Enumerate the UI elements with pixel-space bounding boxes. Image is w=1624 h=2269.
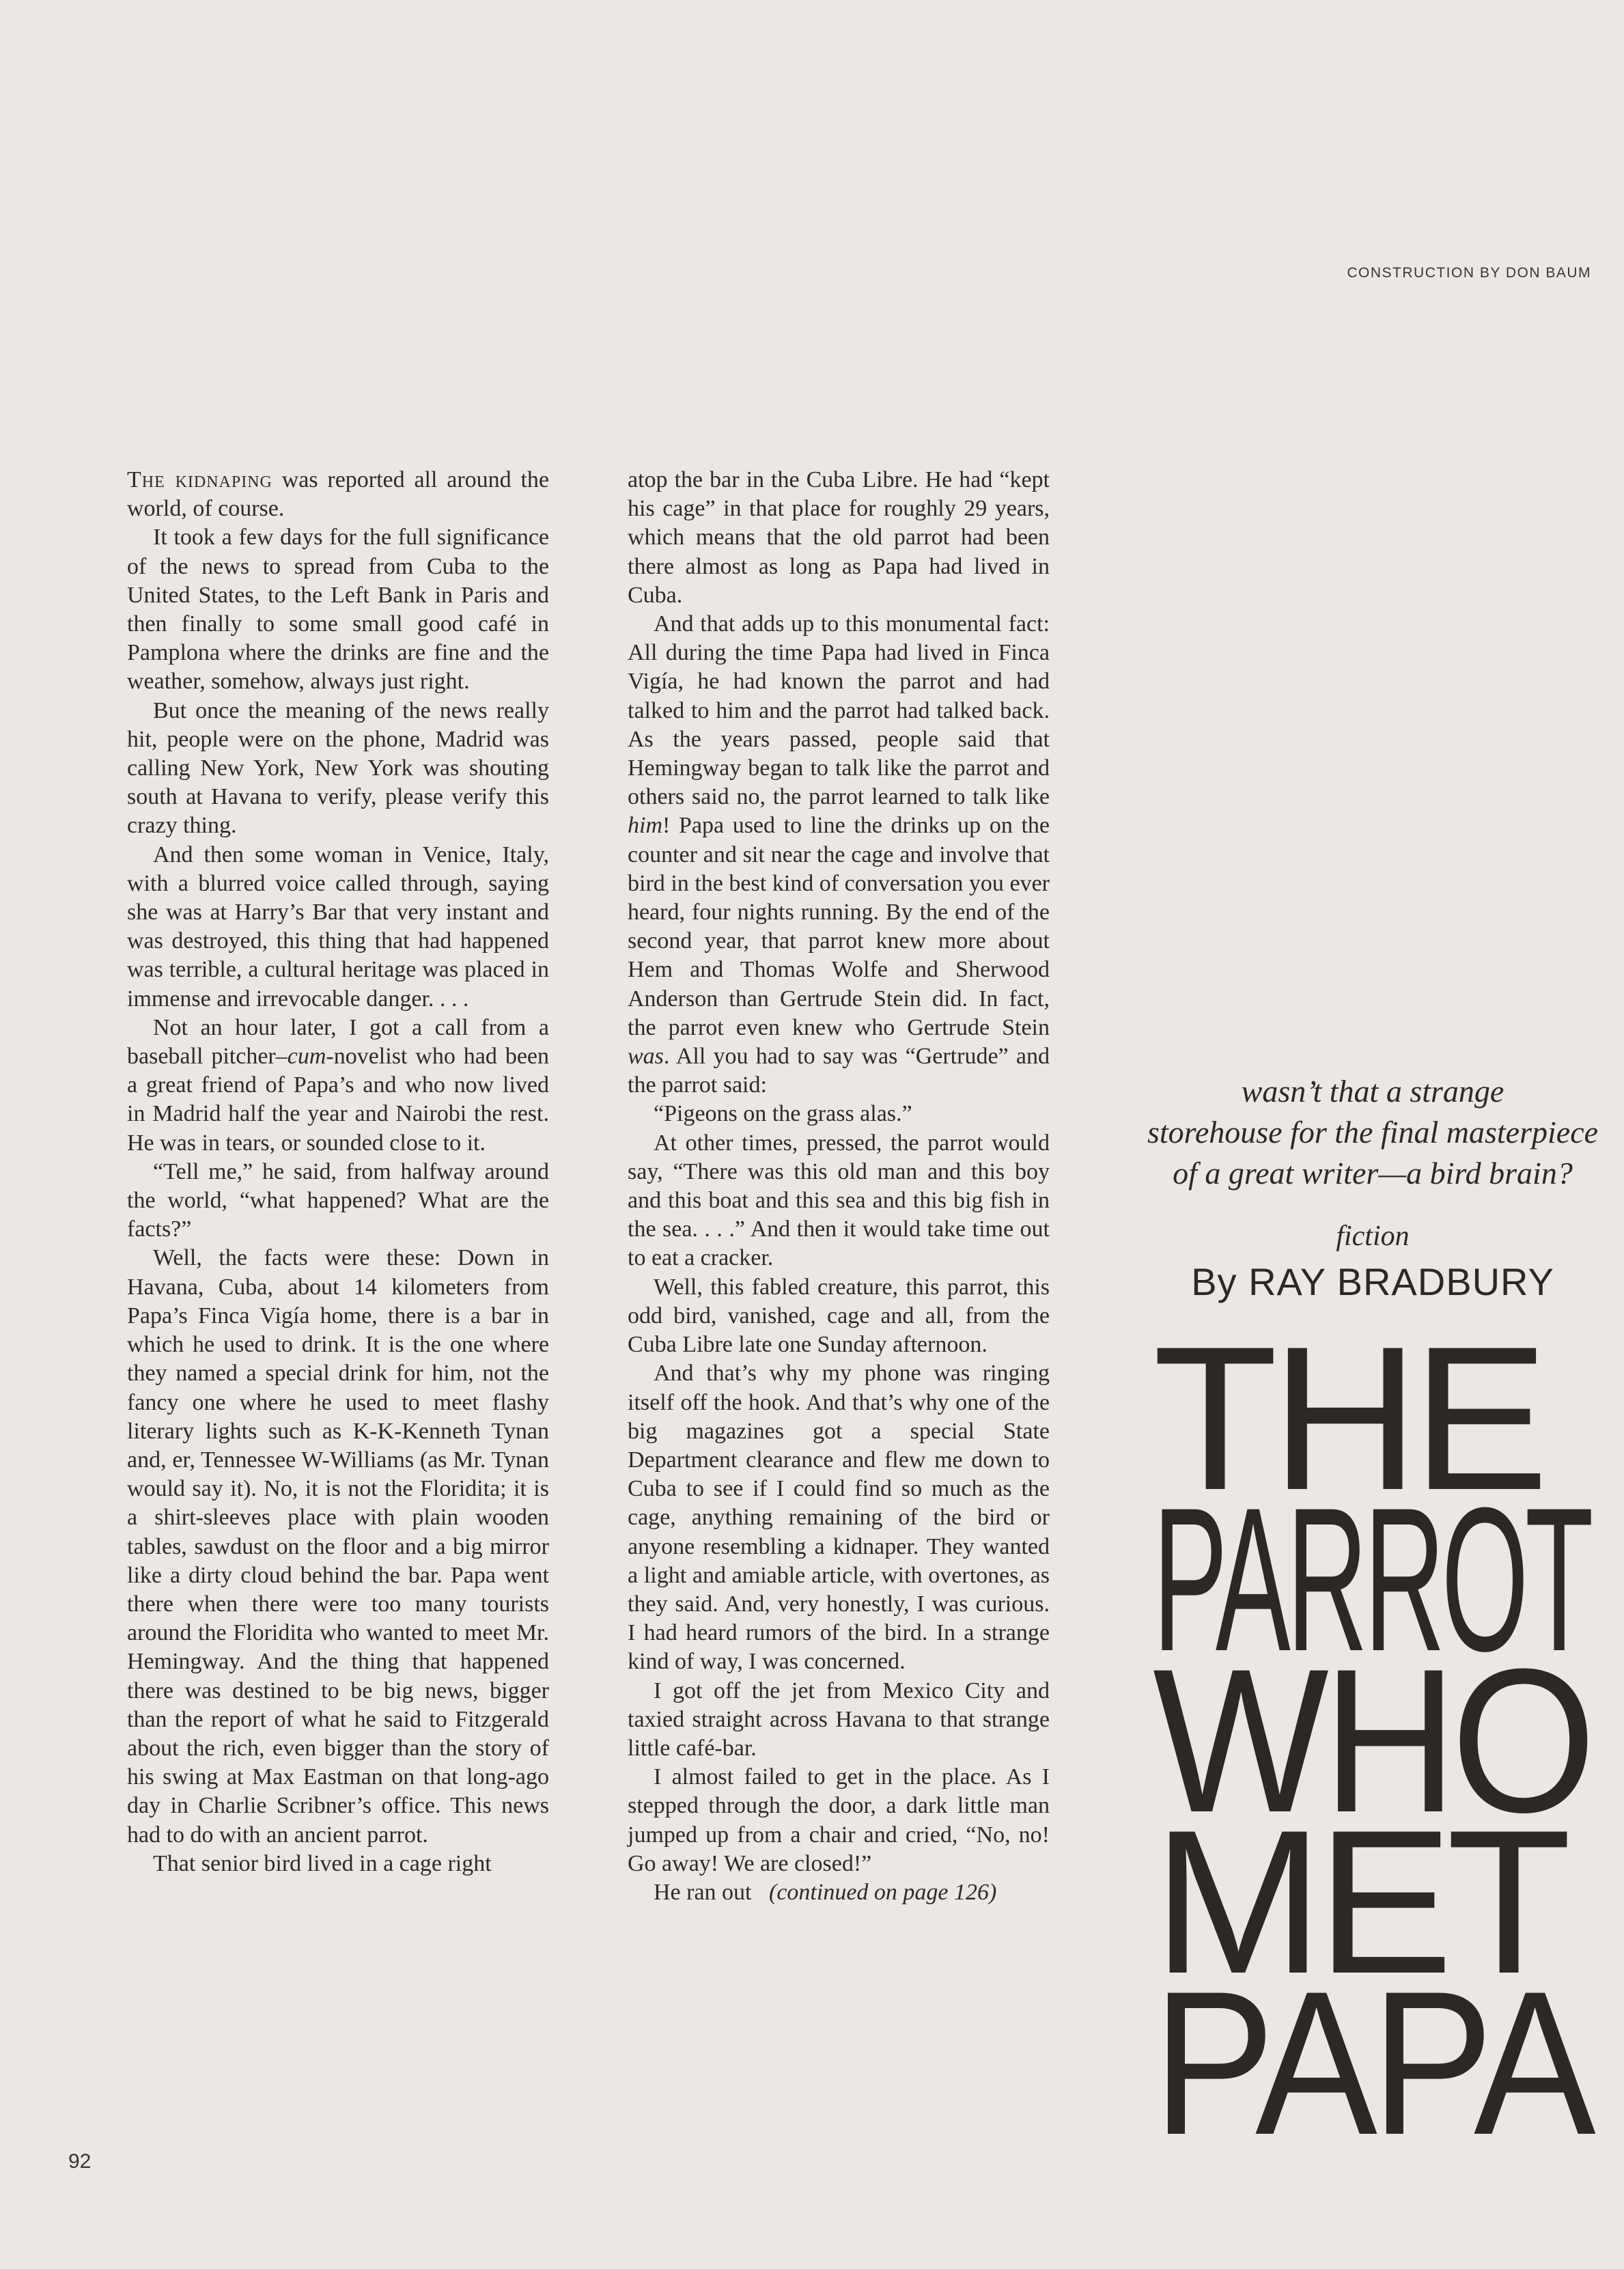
photo-credit: CONSTRUCTION BY DON BAUM [1347,265,1591,281]
paragraph: atop the bar in the Cuba Libre. He had “kept his cage” in that place for roughly 29 years, which means that the old parrot had been there almost as long as Papa had lived in Cuba. [628,467,1050,608]
byline: By RAY BRADBURY [1191,1260,1554,1303]
paragraph: “Pigeons on the grass alas.” [654,1101,912,1127]
paragraph: At other times, pressed, the parrot would say, “There was this old man and this boy and this boat and this sea and this big fish in the sea. . . .” And then it would take time out to eat a cracker. [628,1130,1050,1271]
blurb-line: of a great writer—a bird brain? [1173,1156,1573,1191]
paragraph: Well, the facts were these: Down in Havana, Cuba, about 14 kilometers from Papa’s Finca Vigía home, there is a bar in which he used to drink. It is the one where they named a special drink for him, not the fancy one where he used to meet flashy literary lights such as K-K-Kenneth Tynan and, er, Tennessee W-Williams (as Mr. Tynan would say it). No, it is not the Floridita; it is a shirt-sleeves place with plain wooden tables, sawdust on the floor and a big mirror like a dirty cloud behind the bar. Papa went there when there were too many tourists around the Floridita who wanted to meet Mr. Hemingway. And the thing that happened there was destined to be big news, bigger than the report of what he said to Fitzgerald about the rich, even bigger than the story of his swing at Max Eastman on that long-ago day in Charlie Scribner’s office. This news had to do with an ancient parrot. [127,1245,549,1848]
paragraph: And then some woman in Venice, Italy, with a blurred voice called through, saying she was at Harry’s Bar that very instant and was destroyed, this thing that had happened was terrible, a cultural heritage was placed in immense and irrevocable danger. . . . [127,841,549,1012]
italic-run: him [628,813,662,839]
paragraph: And that’s why my phone was ringing itself off the hook. And that’s why one of the big magazines got a special State Department clearance and flew me down to Cuba to see if I could find so much as the cage, anything remaining of the bird or anyone resembling a kidnaper. They wanted a light and amiable article, with overtones, as they said. And, very honestly, I was curious. I had heard rumors of the bird. In a strange kind of way, I was concerned. [628,1361,1050,1675]
title-line: PARROT [1153,1464,1590,1694]
deck-blurb [1120,1071,1624,1194]
page-number: 92 [68,2150,92,2173]
italic-run: cum [287,1044,326,1070]
text-run: Not an hour later, I got a call from a baseball pitcher– [127,1014,549,1070]
paragraph: “Tell me,” he said, from halfway around the world, “what happened? What are the facts?” [127,1158,549,1242]
paragraph: I almost failed to get in the place. As I stepped through the door, a dark little man jumped up from a chair and cried, “No, no! Go away! We are closed!” [628,1764,1050,1876]
paragraph: Well, this fabled creature, this parrot, this odd bird, vanished, cage and all, from the Cuba Libre late one Sunday afternoon. [628,1274,1050,1358]
text-run: . All you had to say was “Gertrude” and the parrot said: [628,1044,1050,1098]
title-line: MET [1153,1787,1565,2016]
genre-label: fiction [1336,1221,1410,1252]
paragraph: But once the meaning of the news really hit, people were on the phone, Madrid was calling New York, New York was shouting south at Havana to verify, please verify this crazy thing. [127,697,549,839]
text-run: And that adds up to this monumental fact: All during the time Papa had lived in Finca Vigía, he had known the parrot and had talked to him and the parrot had talked back. As the years passed, people said that Hemingway began to talk like the parrot and others said no, the parrot learned to talk like [628,611,1050,810]
article-column-middle [628,466,1050,1907]
article-column-left [127,466,549,1878]
title-line: THE [1153,1303,1542,1533]
text-run: -novelist who had been a great friend of Papa’s and who now lived in Madrid half the year and Nairobi the rest. He was in tears, or sounded close to it. [127,1044,550,1156]
blurb-line: storehouse for the final masterpiece [1147,1115,1599,1150]
title-line: WHO [1153,1626,1591,1855]
title-line: PAPA [1153,1948,1590,2177]
text-run: ! Papa used to line the drinks up on the counter and sit near the cage and involve that bird in the best kind of conversation you ever heard, four nights running. By the end of the second year, that parrot knew more about Hem and Thomas Wolfe and Sherwood Anderson than Gertrude Stein did. In fact, the parrot even knew who Gertrude Stein [628,813,1050,1040]
lead-text: was reported all around the world, of course. [127,467,549,522]
story-title [1153,1303,1591,2177]
paragraph: It took a few days for the full significance of the news to spread from Cuba to the United States, to the Left Bank in Paris and then finally to some small good café in Pamplona where the drinks are fine and the weather, somehow, always just right. [127,525,549,695]
lead-small-caps: The kidnaping [127,467,272,492]
paragraph [127,1014,549,1158]
paragraph [628,610,1050,1100]
paragraph: I got off the jet from Mexico City and taxied straight across Havana to that strange little café-bar. [628,1678,1050,1761]
italic-run: was [628,1044,664,1070]
lead-paragraph [127,466,549,523]
paragraph [628,1878,1050,1907]
text-run: He ran out [654,1879,752,1905]
continuation-note: (continued on page 126) [769,1879,997,1905]
blurb-line: wasn’t that a strange [1241,1074,1504,1109]
paragraph: That senior bird lived in a cage right [153,1850,492,1876]
